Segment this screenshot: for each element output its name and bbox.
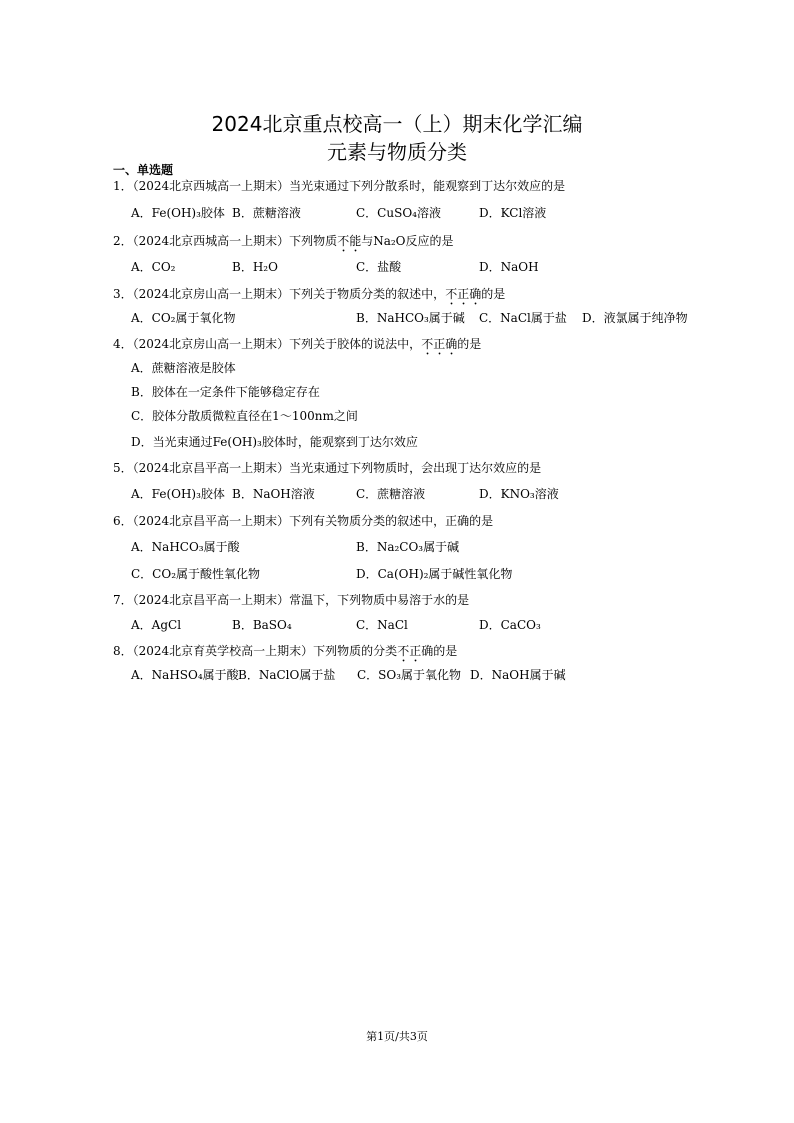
question-3-stem-post: 的是 xyxy=(481,287,506,301)
question-4-option-d: D．当光束通过Fe(OH)₃胶体时，能观察到丁达尔效应 xyxy=(131,435,418,449)
question-8-option-d: D．NaOH属于碱 xyxy=(470,668,566,682)
question-8-stem-post: 确的是 xyxy=(421,644,458,658)
question-6-option-b: B．Na₂CO₃属于碱 xyxy=(356,540,460,554)
question-6-option-d: D．Ca(OH)₂属于碱性氧化物 xyxy=(356,567,513,581)
question-8-stem-emph: 不正 xyxy=(397,644,422,658)
question-8-option-a: A．NaHSO₄属于酸 xyxy=(131,668,239,682)
question-2-option-d: D．NaOH xyxy=(479,260,539,274)
question-2-option-b: B．H₂O xyxy=(232,260,278,274)
question-3-option-c: C．NaCl属于盐 xyxy=(479,311,567,325)
question-5-option-c: C．蔗糖溶液 xyxy=(356,487,426,501)
question-3-stem-pre: 3．（2024北京房山高一上期末）下列关于物质分类的叙述中， xyxy=(113,287,446,301)
question-2-stem-emph: 不能 xyxy=(337,234,362,248)
question-4-stem-post: 的是 xyxy=(457,337,482,351)
question-7-option-b: B．BaSO₄ xyxy=(232,618,292,632)
question-6-option-a: A．NaHCO₃属于酸 xyxy=(131,540,240,554)
question-4-option-a: A．蔗糖溶液是胶体 xyxy=(131,361,236,375)
question-4-stem-emph: 不正确 xyxy=(421,337,458,351)
question-5-option-d: D．KNO₃溶液 xyxy=(479,487,559,501)
question-1-option-b: B．蔗糖溶液 xyxy=(232,206,301,220)
question-7-option-a: A．AgCl xyxy=(131,618,182,632)
question-3-option-a: A．CO₂属于氧化物 xyxy=(131,311,236,325)
question-3-stem-emph: 不正确 xyxy=(445,287,482,301)
question-5-option-a: A．Fe(OH)₃胶体 xyxy=(131,487,225,501)
question-5-stem: 5．（2024北京昌平高一上期末）当光束通过下列物质时，会出现丁达尔效应的是 xyxy=(113,461,542,475)
question-7-stem: 7．（2024北京昌平高一上期末）常温下，下列物质中易溶于水的是 xyxy=(113,593,470,607)
question-7-option-c: C．NaCl xyxy=(356,618,408,632)
section-heading: 一、单选题 xyxy=(113,163,174,177)
question-6-stem: 6．（2024北京昌平高一上期末）下列有关物质分类的叙述中，正确的是 xyxy=(113,514,494,528)
question-4-stem-pre: 4．（2024北京房山高一上期末）下列关于胶体的说法中， xyxy=(113,337,422,351)
question-2-stem xyxy=(113,232,454,255)
question-3-option-b: B．NaHCO₃属于碱 xyxy=(356,311,465,325)
question-3-option-d: D．液氯属于纯净物 xyxy=(582,311,688,325)
question-8-option-b: B．NaClO属于盐 xyxy=(238,668,336,682)
question-8-stem xyxy=(113,642,457,665)
question-1-option-d: D．KCl溶液 xyxy=(479,206,547,220)
question-5-option-b: B．NaOH溶液 xyxy=(232,487,315,501)
question-4-stem xyxy=(113,335,481,358)
question-8-option-c: C．SO₃属于氧化物 xyxy=(357,668,462,682)
question-7-option-d: D．CaCO₃ xyxy=(479,618,541,632)
question-4-option-b: B．胶体在一定条件下能够稳定存在 xyxy=(131,385,320,399)
question-2-stem-post: 与Na₂O反应的是 xyxy=(361,234,454,248)
question-1-option-a: A．Fe(OH)₃胶体 xyxy=(131,206,225,220)
page-title: 2024北京重点校高一（上）期末化学汇编 xyxy=(211,112,583,136)
question-1-stem: 1．（2024北京西城高一上期末）当光束通过下列分散系时，能观察到丁达尔效应的是 xyxy=(113,179,566,193)
question-8-stem-pre: 8．（2024北京育英学校高一上期末）下列物质的分类 xyxy=(113,644,398,658)
question-3-stem xyxy=(113,285,505,308)
question-6-option-c: C．CO₂属于酸性氧化物 xyxy=(131,567,261,581)
question-2-stem-pre: 2．（2024北京西城高一上期末）下列物质 xyxy=(113,234,338,248)
question-4-option-c: C．胶体分散质微粒直径在1～100nm之间 xyxy=(131,409,358,423)
question-2-option-a: A．CO₂ xyxy=(131,260,176,274)
question-2-option-c: C．盐酸 xyxy=(356,260,402,274)
page-footer: 第1页/共3页 xyxy=(366,1030,428,1043)
question-1-option-c: C．CuSO₄溶液 xyxy=(356,206,441,220)
page-subtitle: 元素与物质分类 xyxy=(327,140,467,164)
